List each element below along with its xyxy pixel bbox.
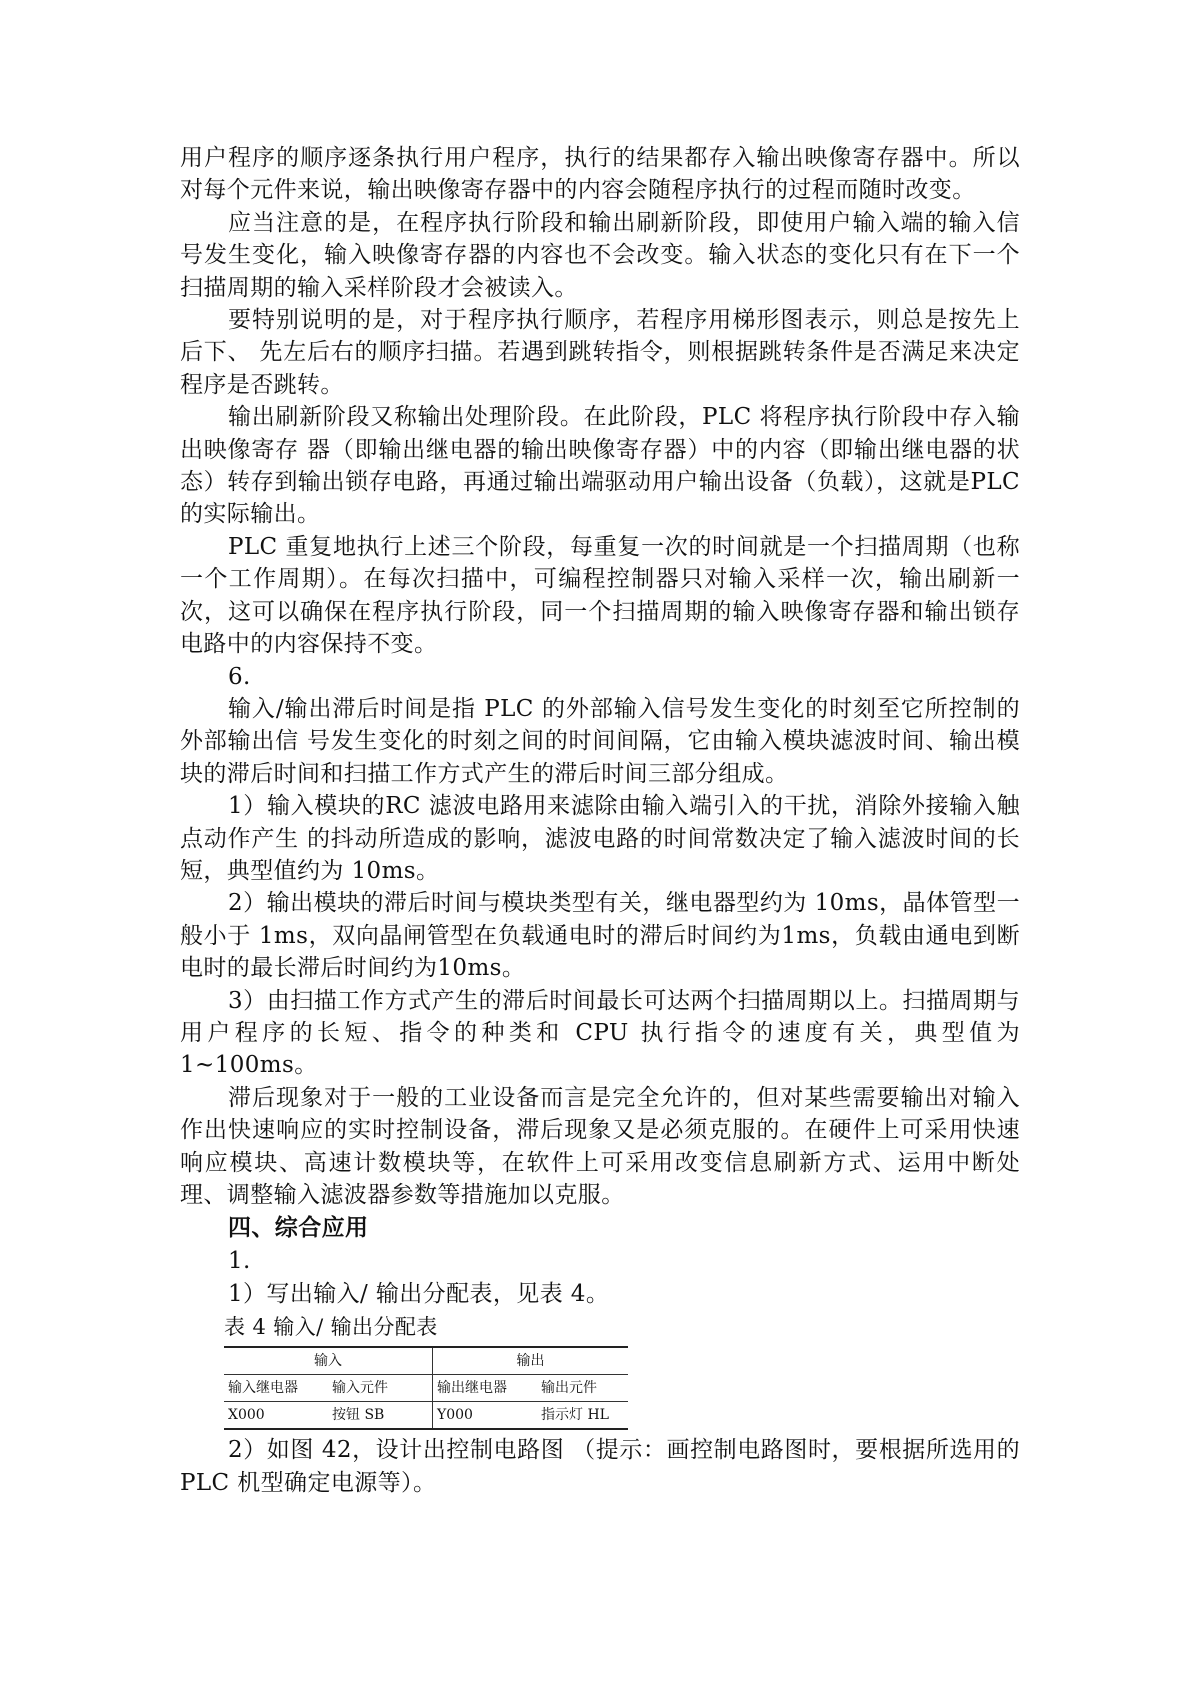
group-input-header: 输入 [224, 1347, 433, 1375]
group-output-header: 输出 [433, 1347, 629, 1375]
header-input-relay: 输入继电器 [224, 1375, 328, 1402]
cell-input-relay: X000 [224, 1402, 328, 1430]
cell-input-element: 按钮 SB [328, 1402, 433, 1430]
header-output-element: 输出元件 [537, 1375, 628, 1402]
paragraph-5: PLC 重复地执行上述三个阶段，每重复一次的时间就是一个扫描周期（也称一个工作周期）。在每次扫描中，可编程控制器只对输入采样一次，输出刷新一次，这可以确保在程序执行阶段，同一个扫描周期的输入映像寄存器和输出锁存电路中的内容保持不变。 [180, 533, 1020, 658]
paragraph-10: 3）由扫描工作方式产生的滞后时间最长可达两个扫描周期以上。扫描周期与用户程序的长短、指令的种类和 CPU 执行指令的速度有关，典型值为 1~100ms。 [180, 987, 1020, 1079]
table-header-row [224, 1375, 628, 1402]
document-page [180, 142, 1020, 1499]
header-output-relay: 输出继电器 [433, 1375, 538, 1402]
table-caption: 表 4 输入/ 输出分配表 [224, 1315, 438, 1340]
paragraph-7: 输入/输出滞后时间是指 PLC 的外部输入信号发生变化的时刻至它所控制的外部输出信 号发生变化的时刻之间的时间间隔，它由输入模块滤波时间、输出模块的滞后时间和扫描工作方式产生的滞后时间三部分组成。 [180, 695, 1020, 787]
table-group-row [224, 1347, 628, 1375]
table-row [224, 1402, 628, 1430]
paragraph-9: 2）输出模块的滞后时间与模块类型有关，继电器型约为 10ms，晶体管型一般小于 1ms，双向晶闸管型在负载通电时的滞后时间约为1ms，负载由通电到断电时的最长滞后时间约为10ms。 [180, 890, 1020, 982]
paragraph-3: 要特别说明的是，对于程序执行顺序，若程序用梯形图表示，则总是按先上后下、 先左后右的顺序扫描。若遇到跳转指令，则根据跳转条件是否满足来决定程序是否跳转。 [180, 307, 1020, 398]
item-number: 1. [228, 1248, 251, 1275]
section-number-6: 6. [228, 663, 251, 690]
step-1: 1）写出输入/ 输出分配表，见表 4。 [228, 1280, 610, 1307]
step-2: 2）如图 42，设计出控制电路图 （提示：画控制电路图时，要根据所选用的PLC 机型确定电源等）。 [180, 1437, 1020, 1496]
section-heading: 四、综合应用 [228, 1215, 369, 1242]
paragraph-4: 输出刷新阶段又称输出处理阶段。在此阶段，PLC 将程序执行阶段中存入输出映像寄存 器（即输出继电器的输出映像寄存器）中的内容（即输出继电器的状态）转存到输出锁存电路，再通过输出端驱动用户输出设备（负载），这就是PLC 的实际输出。 [180, 404, 1020, 528]
cell-output-relay: Y000 [433, 1402, 538, 1430]
paragraph-2: 应当注意的是，在程序执行阶段和输出刷新阶段，即使用户输入端的输入信号发生变化，输入映像寄存器的内容也不会改变。输入状态的变化只有在下一个扫描周期的输入采样阶段才会被读入。 [180, 209, 1020, 301]
header-input-element: 输入元件 [328, 1375, 433, 1402]
io-allocation-table [224, 1346, 628, 1430]
paragraph-1: 用户程序的顺序逐条执行用户程序，执行的结果都存入输出映像寄存器中。所以对每个元件来说，输出映像寄存器中的内容会随程序执行的过程而随时改变。 [180, 145, 1020, 204]
paragraph-11: 滞后现象对于一般的工业设备而言是完全允许的，但对某些需要输出对输入作出快速响应的实时控制设备，滞后现象又是必须克服的。在硬件上可采用快速响应模块、高速计数模块等，在软件上可采用改变信息刷新方式、运用中断处理、调整输入滤波器参数等措施加以克服。 [180, 1084, 1020, 1208]
paragraph-8: 1）输入模块的RC 滤波电路用来滤除由输入端引入的干扰，消除外接输入触点动作产生 的抖动所造成的影响，滤波电路的时间常数决定了输入滤波时间的长短，典型值约为 10ms。 [180, 793, 1020, 884]
cell-output-element: 指示灯 HL [537, 1402, 628, 1430]
